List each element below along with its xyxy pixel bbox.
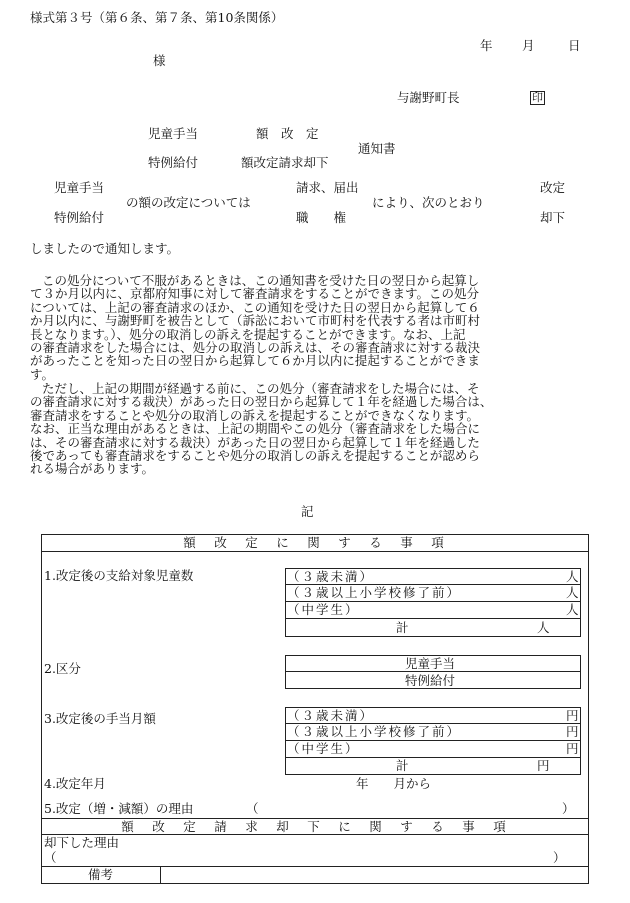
paragraph-line: か月以内に、与謝野町を被告として（訴訟において市町村を代表する者は市町村	[30, 313, 481, 329]
paragraph-line: ただし、上記の期間が経過する前に、この処分（審査請求をした場合には、そ	[42, 381, 480, 396]
date-year-label: 年	[480, 38, 493, 53]
revision-date-value: 年 月から	[356, 776, 432, 791]
unit-person: 人	[566, 585, 579, 600]
paragraph-line: 長となります。）、処分の取消しの訴えを提起することができます。なお、上記	[30, 326, 466, 342]
paragraph-line: この処分について不服があるときは、この通知書を受けた日の翌日から起算し	[42, 273, 480, 288]
paragraph-line: の審査請求をした場合には、処分の取消しの訴えは、その審査請求に対する裁決	[30, 340, 481, 356]
seal-mark: 印	[532, 91, 543, 104]
item-children-count: 1.改定後の支給対象児童数	[44, 568, 194, 583]
intro-childcare: 児童手当	[54, 180, 105, 195]
paren-close: ）	[562, 801, 575, 816]
divider	[285, 671, 581, 672]
intro-concerning: の額の改定については	[126, 195, 251, 210]
paragraph-line: があったことを知った日の翌日から起算して６か月以内に提起することができま	[30, 353, 480, 369]
intro-request: 請求、届出	[296, 180, 359, 195]
form-number: 様式第３号（第６条、第７条、第10条関係）	[30, 10, 284, 25]
row-middle-school: （中学生）	[287, 602, 360, 617]
unit-yen: 円	[537, 758, 550, 773]
ki-note-mark: 記	[301, 504, 314, 519]
unit-person: 人	[566, 602, 579, 617]
item-revision-reason: 5.改定（増・減額）の理由	[44, 801, 194, 816]
title-notice: 通知書	[358, 141, 396, 156]
divider	[41, 866, 589, 867]
paragraph-line: れる場合があります。	[30, 461, 155, 477]
unit-person: 人	[537, 620, 550, 635]
addressee-suffix: 様	[153, 53, 166, 68]
row-preschool-primary: （３歳以上小学校修了前）	[287, 585, 462, 600]
divider	[41, 551, 589, 552]
reject-reason-label: 却下した理由	[44, 835, 120, 850]
title-childcare: 児童手当	[148, 126, 199, 141]
unit-yen: 円	[566, 724, 579, 739]
divider	[285, 618, 581, 619]
appeal-paragraph-1	[30, 274, 602, 381]
intro-revise: 改定	[540, 180, 566, 195]
item-revision-date: 4.改定年月	[44, 776, 106, 791]
total-label: 計	[396, 620, 409, 635]
paragraph-line: なお、正当な理由があるときは、上記の期間やこの処分（審査請求をした場合に	[30, 421, 481, 437]
paragraph-line: て３か月以内に、京都府知事に対して審査請求をすることができます。この処分	[30, 286, 480, 302]
issuer-name: 与謝野町長	[397, 90, 460, 105]
title-revision: 額 改 定	[256, 126, 319, 141]
title-revision-rejected: 額改定請求却下	[241, 155, 329, 170]
category-special: 特例給付	[405, 673, 456, 688]
appeal-paragraph-2	[30, 382, 602, 476]
intro-reject: 却下	[540, 210, 566, 225]
row-middle-school: （中学生）	[287, 741, 360, 756]
unit-person: 人	[566, 569, 579, 584]
intro-special: 特例給付	[54, 210, 105, 225]
row-under3: （３歳未満）	[287, 708, 375, 723]
item-category: 2.区分	[44, 661, 81, 676]
date-day-label: 日	[568, 38, 581, 53]
intro-as-follows: により、次のとおり	[372, 195, 485, 210]
item-monthly-amount: 3.改定後の手当月額	[44, 711, 156, 726]
divider	[41, 834, 589, 835]
unit-yen: 円	[566, 741, 579, 756]
paren-open: （	[246, 801, 259, 816]
divider	[160, 866, 161, 884]
rejection-heading: 額 改 定 請 求 却 下 に 関 す る 事 項	[121, 819, 509, 834]
intro-closing: しましたので通知します。	[30, 241, 180, 256]
paragraph-line: 後であっても審査請求をすることや処分の取消しの訴えを提起することが認めら	[30, 448, 480, 464]
revision-heading: 額 改 定 に 関 す る 事 項	[183, 535, 447, 550]
paragraph-line: は、その審査請求に対する裁決）があった日の翌日から起算して１年を経過した	[30, 434, 480, 450]
paragraph-line: 審査請求をすることや処分の取消しの訴えを提起することができなくなります。	[30, 407, 480, 423]
remarks-label: 備考	[88, 867, 114, 882]
paragraph-line: す。	[30, 366, 55, 382]
row-under3: （３歳未満）	[287, 569, 375, 584]
category-childcare: 児童手当	[405, 656, 456, 671]
intro-authority: 職 権	[296, 210, 347, 225]
title-special: 特例給付	[148, 155, 199, 170]
paren-open: （	[44, 850, 57, 865]
paragraph-line: については、上記の審査請求のほか、この通知を受けた日の翌日から起算して６	[30, 299, 480, 315]
date-month-label: 月	[522, 38, 535, 53]
row-preschool-primary: （３歳以上小学校修了前）	[287, 724, 462, 739]
paren-close: ）	[553, 850, 566, 865]
paragraph-line: の審査請求に対する裁決）があった日の翌日から起算して１年を経過した場合は、	[30, 394, 493, 410]
unit-yen: 円	[566, 708, 579, 723]
total-label: 計	[396, 758, 409, 773]
